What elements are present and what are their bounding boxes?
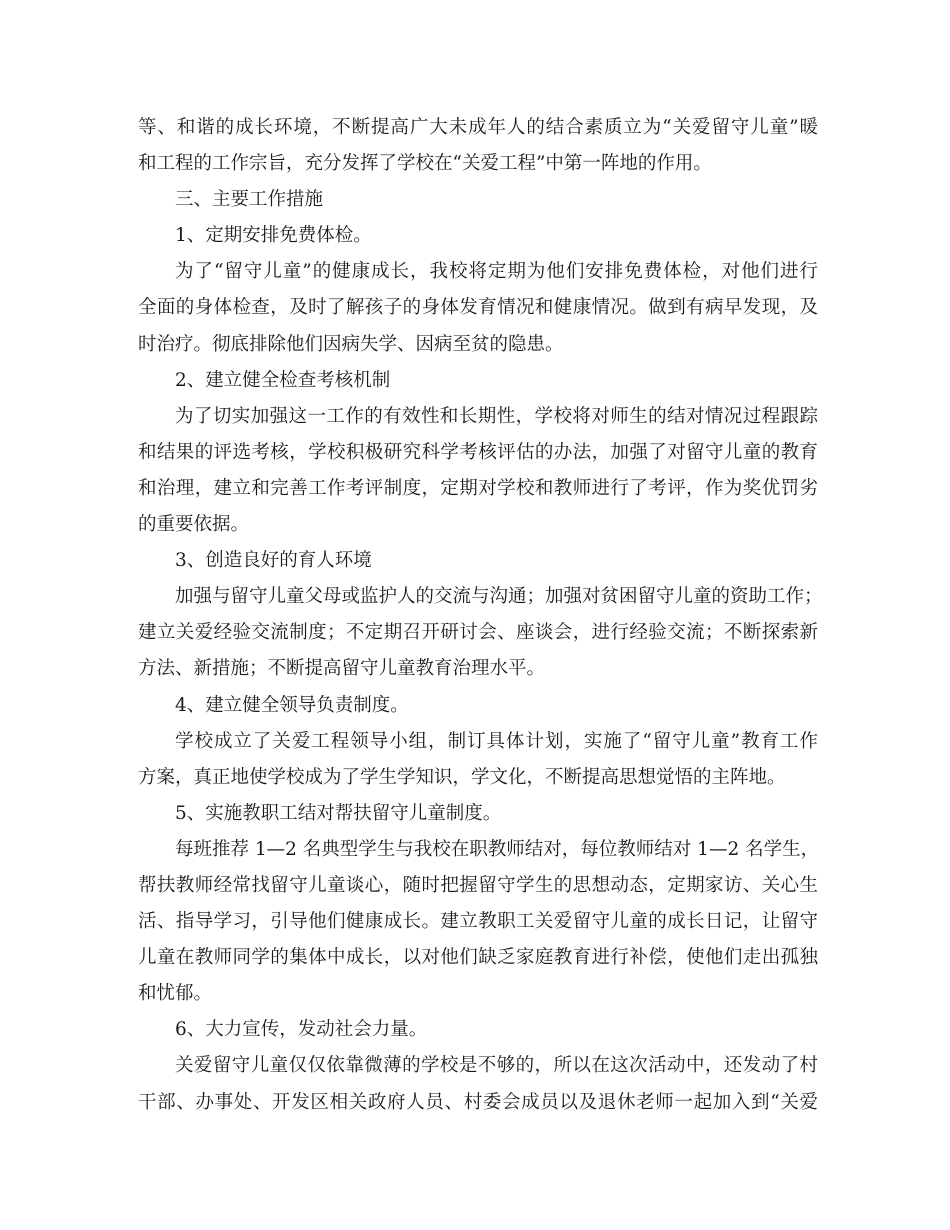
paragraph-line: 干部、办事处、开发区相关政府人员、村委会成员以及退休老师一起加入到“关爱 (138, 1091, 818, 1113)
paragraph-line: 每班推荐 1—2 名典型学生与我校在职教师结对，每位教师结对 1—2 名学生， (175, 838, 820, 860)
paragraph-line: 的重要依据。 (138, 514, 250, 536)
subsection-heading: 5、实施教职工结对帮扶留守儿童制度。 (175, 802, 502, 824)
paragraph-line: 和忧郁。 (138, 983, 213, 1005)
paragraph-line: 建立关爱经验交流制度；不定期召开研讨会、座谈会，进行经验交流；不断探索新 (138, 622, 818, 644)
subsection-heading: 4、建立健全领导负责制度。 (175, 694, 409, 716)
paragraph-line: 帮扶教师经常找留守儿童谈心，随时把握留守学生的思想动态，定期家访、关心生 (138, 874, 818, 896)
paragraph-line: 学校成立了关爱工程领导小组，制订具体计划，实施了“留守儿童”教育工作 (175, 730, 818, 752)
paragraph-line: 活、指导学习，引导他们健康成长。建立教职工关爱留守儿童的成长日记，让留守 (138, 911, 818, 933)
section-heading: 三、主要工作措施 (175, 189, 324, 211)
paragraph-line: 和工程的工作宗旨，充分发挥了学校在“关爱工程”中第一阵地的作用。 (138, 153, 712, 175)
subsection-heading: 2、建立健全检查考核机制 (175, 369, 391, 391)
paragraph-line: 时治疗。彻底排除他们因病失学、因病至贫的隐患。 (138, 333, 564, 355)
subsection-heading: 6、大力宣传，发动社会力量。 (175, 1019, 428, 1041)
paragraph-line: 全面的身体检查，及时了解孩子的身体发育情况和健康情况。做到有病早发现，及 (138, 297, 818, 319)
paragraph-line: 为了“留守儿童”的健康成长，我校将定期为他们安排免费体检，对他们进行 (175, 261, 818, 283)
subsection-heading: 3、创造良好的育人环境 (175, 550, 372, 572)
paragraph-line: 关爱留守儿童仅仅依靠微薄的学校是不够的，所以在这次活动中，还发动了村 (175, 1055, 818, 1077)
paragraph-line: 儿童在教师同学的集体中成长，以对他们缺乏家庭教育进行补偿，使他们走出孤独 (138, 947, 818, 969)
paragraph-line: 方案，真正地使学校成为了学生学知识，学文化，不断提高思想觉悟的主阵地。 (138, 766, 786, 788)
paragraph-line: 方法、新措施；不断提高留守儿童教育治理水平。 (138, 658, 546, 680)
paragraph-line: 等、和谐的成长环境，不断提高广大未成年人的结合素质立为“关爱留守儿童”暖 (138, 117, 818, 138)
paragraph-line: 和结果的评选考核，学校积极研究科学考核评估的办法，加强了对留守儿童的教育 (138, 441, 818, 463)
paragraph-line: 为了切实加强这一工作的有效性和长期性，学校将对师生的结对情况过程跟踪 (175, 405, 818, 427)
document-body (138, 110, 823, 1121)
paragraph-line: 加强与留守儿童父母或监护人的交流与沟通；加强对贫困留守儿童的资助工作； (175, 586, 823, 608)
subsection-heading: 1、定期安排免费体检。 (175, 225, 372, 247)
paragraph-line: 和治理，建立和完善工作考评制度，定期对学校和教师进行了考评，作为奖优罚劣 (138, 477, 818, 499)
